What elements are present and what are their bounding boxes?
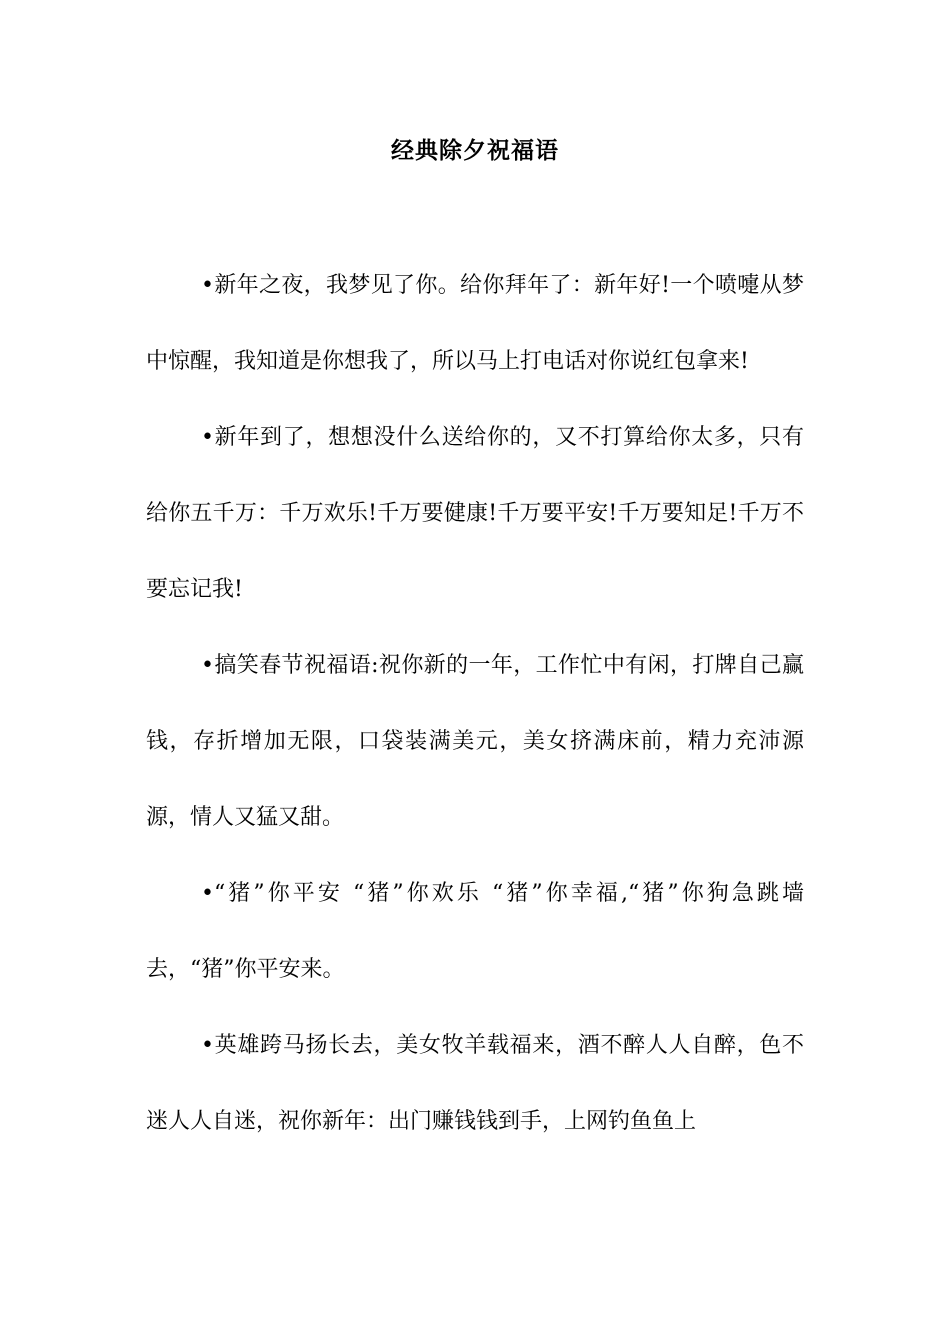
paragraph: •新年之夜，我梦见了你。给你拜年了：新年好!一个喷嚏从梦中惊醒，我知道是你想我了，所以马上打电话对你说红包拿来! [146, 273, 804, 374]
document-title: 经典除夕祝福语 [391, 137, 559, 164]
paragraph: •搞笑春节祝福语:祝你新的一年，工作忙中有闲，打牌自己赢钱，存折增加无限，口袋装满美元，美女挤满床前，精力充沛源源，情人又猛又甜。 [146, 653, 804, 830]
paragraph: •英雄跨马扬长去，美女牧羊载福来，酒不醉人人自醉，色不迷人人自迷，祝你新年：出门赚钱钱到手，上网钓鱼鱼上 [146, 1033, 804, 1134]
document-body [146, 248, 804, 1160]
paragraph: •“猪”你平安 “猪”你欢乐 “猪”你幸福,“猪”你狗急跳墙去，“猪”你平安来。 [146, 881, 804, 982]
paragraph: •新年到了，想想没什么送给你的，又不打算给你太多，只有给你五千万：千万欢乐!千万要健康!千万要平安!千万要知足!千万不要忘记我! [146, 425, 804, 602]
